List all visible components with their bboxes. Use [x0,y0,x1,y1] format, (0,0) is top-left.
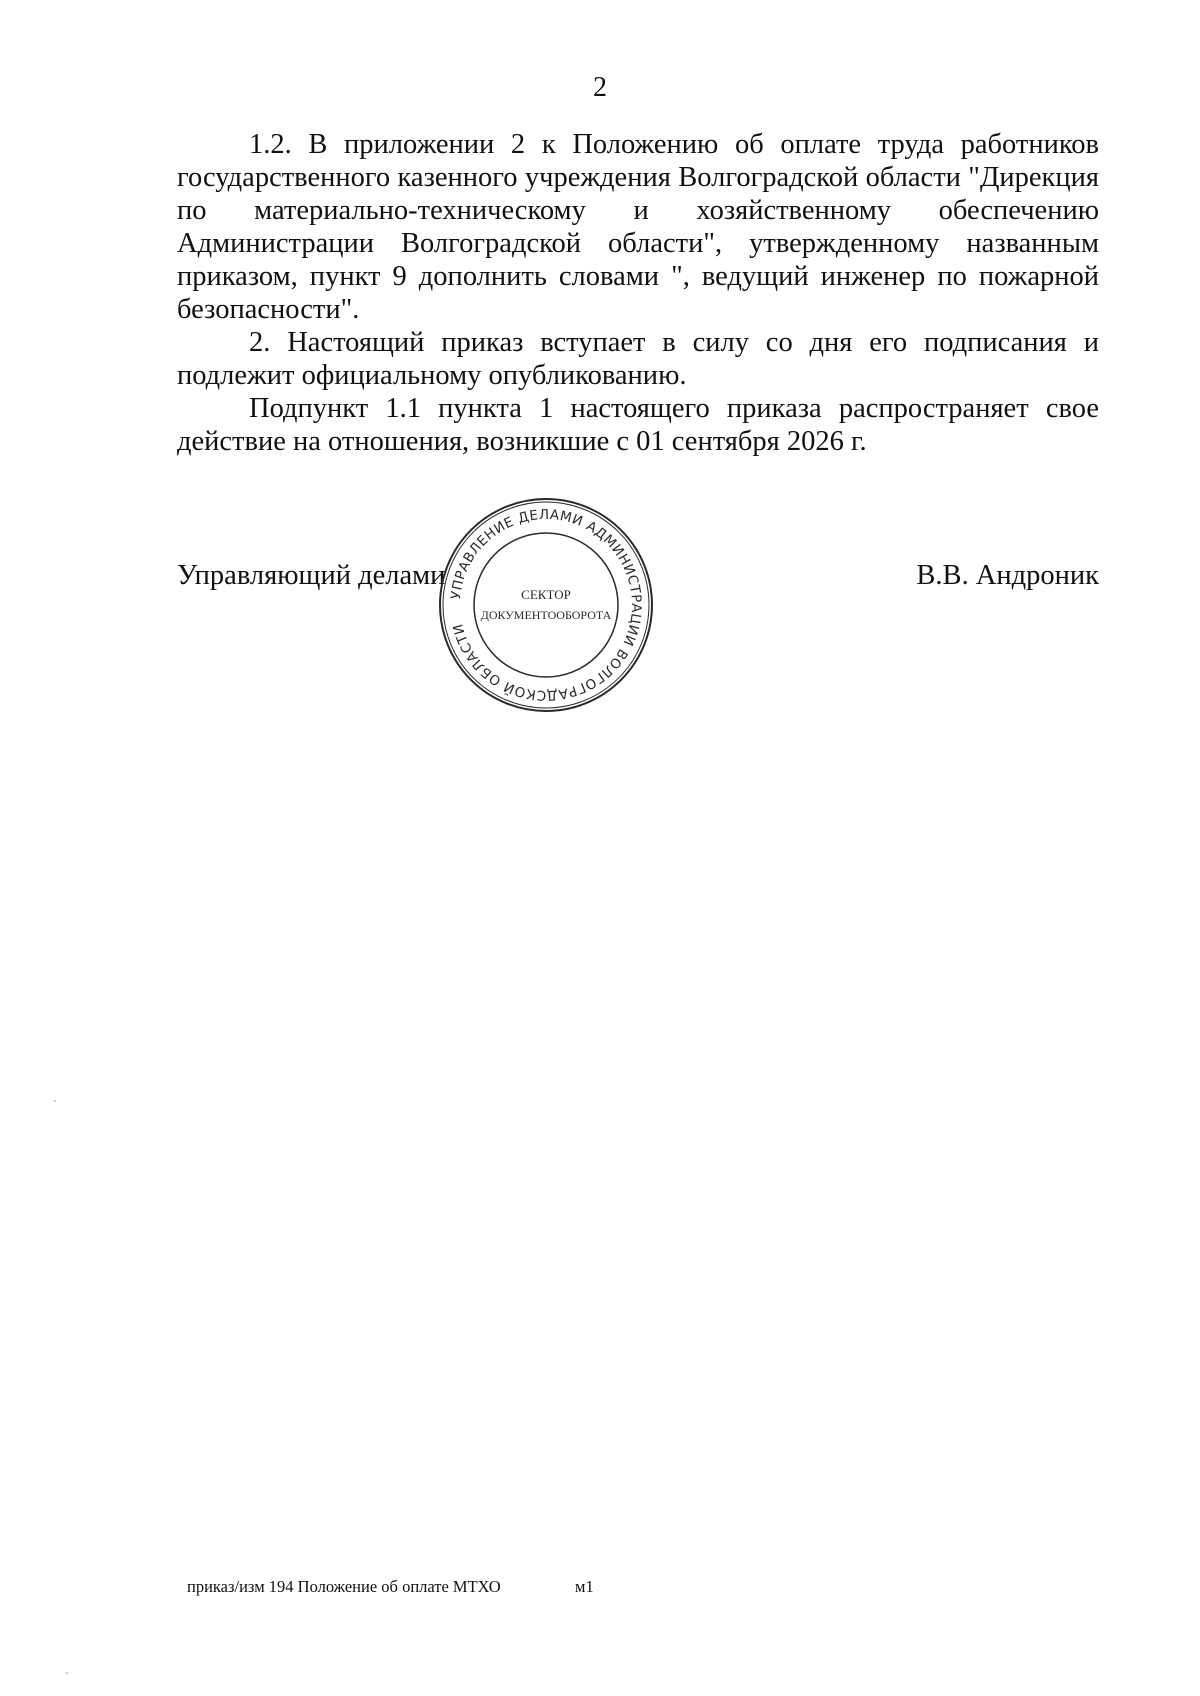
official-stamp [436,495,656,715]
footer-code: м1 [575,1577,594,1596]
signer-name: В.В. Андроник [916,560,1099,591]
paragraph-subclause: Подпункт 1.1 пункта 1 настоящего приказа распространяет свое действие на отношения, возникшие с 01 сентября 2026 г. [177,393,1099,458]
page-number: 2 [593,72,607,103]
footer-reference: приказ/изм 194 Положение об оплате МТХО [187,1577,501,1596]
document-body [177,128,1099,458]
stamp-center-line-2: ДОКУМЕНТООБОРОТА [480,608,612,622]
stamp-center-line-1: СЕКТОР [521,587,571,602]
paragraph-2: 2. Настоящий приказ вступает в силу со дня его подписания и подлежит официальному опубликованию. [177,327,1099,392]
scan-speck [54,1100,56,1102]
signer-title: Управляющий делами [177,560,446,591]
stamp-outer-ring [440,499,652,711]
scan-speck [66,1672,68,1674]
paragraph-1-2: 1.2. В приложении 2 к Положению об оплате труда работников государственного казенного учреждения Волгоградской области "Дирекция по материально-техническому и хозяйственному обеспечению Администрации Волгоградской области", утвержденному названным приказом, пункт 9 дополнить словами ", ведущий инженер по пожарной безопасности". [177,129,1099,326]
stamp-outer-text: УПРАВЛЕНИЕ ДЕЛАМИ АДМИНИСТРАЦИИ ВОЛГОГРАДСКОЙ ОБЛАСТИ [448,506,645,704]
stamp-inner-ring [474,533,618,677]
